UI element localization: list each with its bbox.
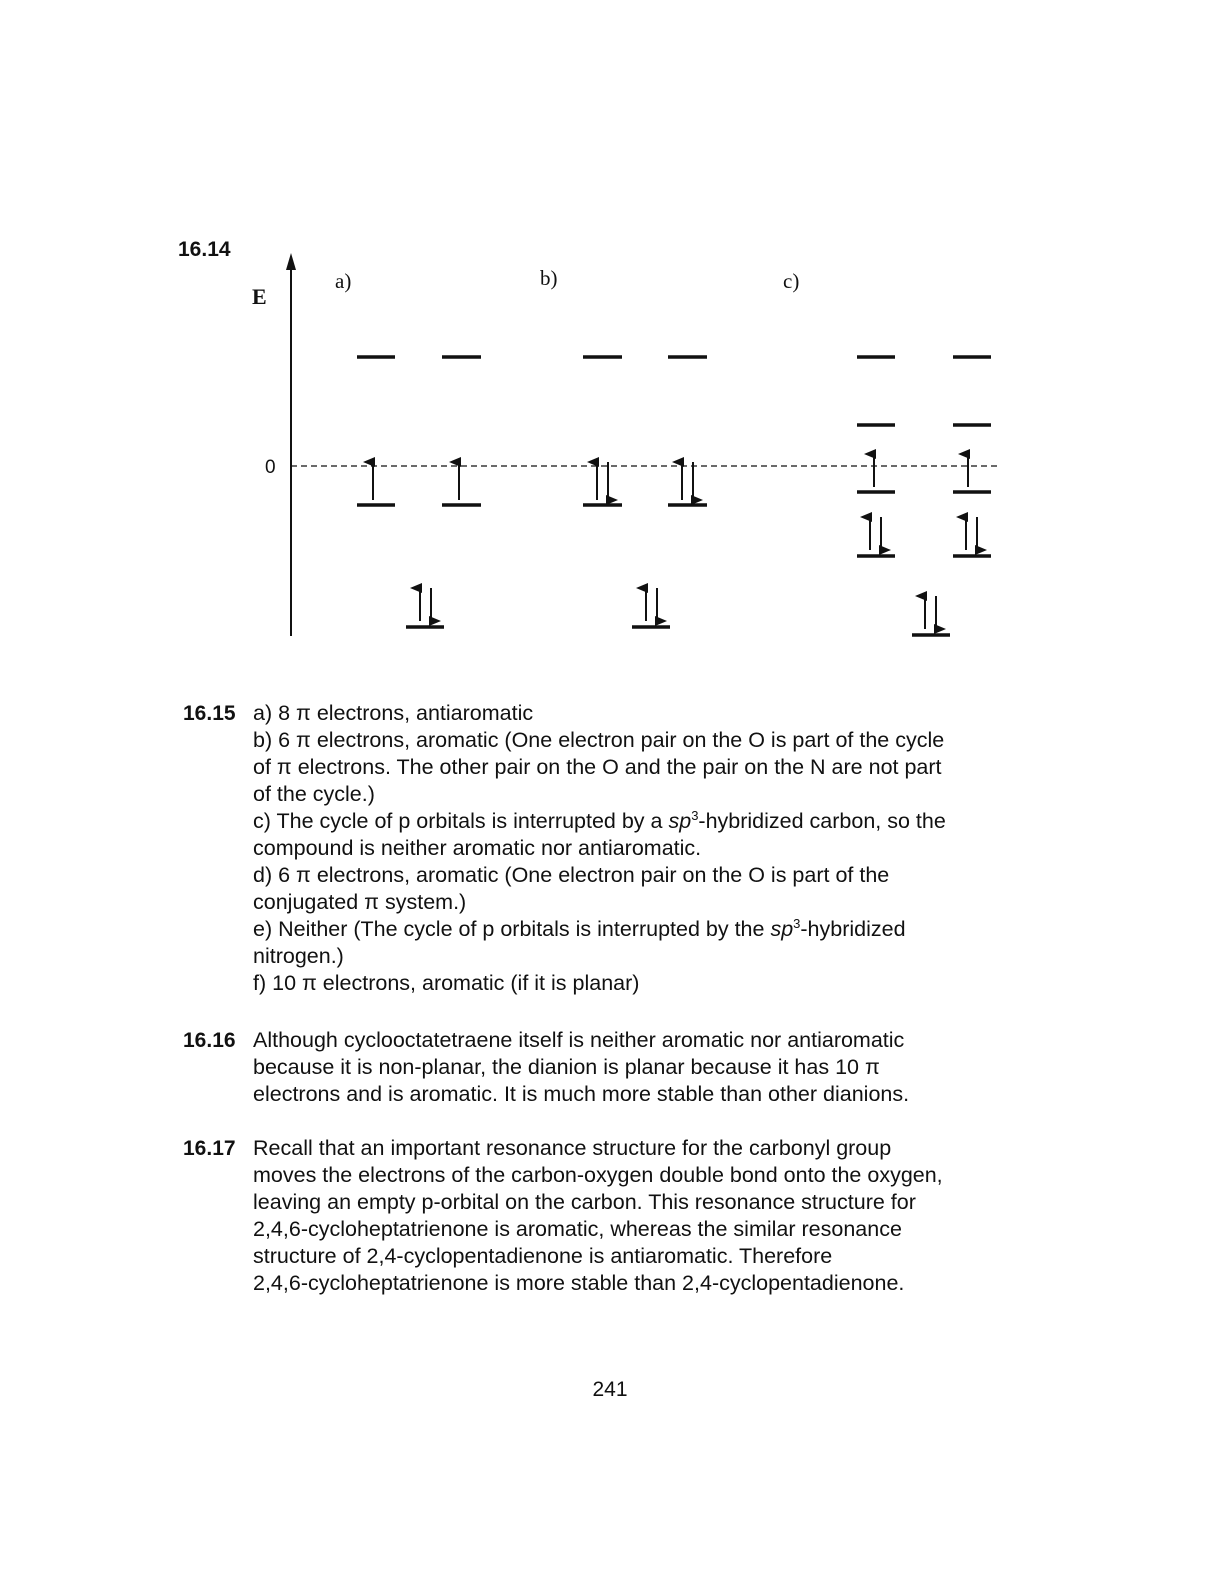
answer-line: b) 6 π electrons, aromatic (One electron pair on the O is part of the cycle [253, 728, 945, 752]
answer-16-16 [253, 1027, 909, 1108]
energy-axis-label: E [252, 284, 267, 309]
answer-line: 2,4,6-cycloheptatrienone is more stable than 2,4-cyclopentadienone. [253, 1271, 905, 1295]
answer-line: 2,4,6-cycloheptatrienone is aromatic, whereas the similar resonance [253, 1217, 902, 1241]
answer-line: conjugated π system.) [253, 890, 467, 914]
answer-line: of the cycle.) [253, 782, 375, 806]
panel-label-b: b) [540, 266, 558, 290]
problem-number-16-17: 16.17 [183, 1137, 236, 1160]
answer-line: electrons and is aromatic. It is much more stable than other dianions. [253, 1082, 910, 1106]
problem-number-16-15: 16.15 [183, 702, 236, 725]
answer-line: a) 8 π electrons, antiaromatic [253, 701, 534, 725]
answer-line: structure of 2,4-cyclopentadienone is antiaromatic. Therefore [253, 1244, 833, 1268]
answer-line: compound is neither aromatic nor antiaromatic. [253, 836, 702, 860]
page-number: 241 [592, 1378, 628, 1401]
answer-16-17 [253, 1135, 943, 1297]
answer-line: of π electrons. The other pair on the O and the pair on the N are not part [253, 755, 942, 779]
energy-level-diagram [0, 0, 1220, 680]
answer-line: d) 6 π electrons, aromatic (One electron pair on the O is part of the [253, 863, 890, 887]
answer-line: f) 10 π electrons, aromatic (if it is planar) [253, 971, 640, 995]
energy-axis [286, 253, 296, 636]
answer-line: Although cyclooctatetraene itself is neither aromatic nor antiaromatic [253, 1028, 905, 1052]
panel-label-c: c) [783, 269, 800, 293]
answer-line: Recall that an important resonance structure for the carbonyl group [253, 1136, 892, 1160]
answer-line: because it is non-planar, the dianion is planar because it has 10 π [253, 1055, 880, 1079]
panel-label-a: a) [335, 269, 352, 293]
problem-number-16-16: 16.16 [183, 1029, 236, 1052]
answer-line-sp3: c) The cycle of p orbitals is interrupted by a $sp^3$-hybridized carbon, so the [253, 808, 946, 833]
answer-line: moves the electrons of the carbon-oxygen double bond onto the oxygen, [253, 1163, 943, 1187]
answer-line: nitrogen.) [253, 944, 344, 968]
problem-number-16-14: 16.14 [178, 238, 231, 261]
answer-16-15 [253, 700, 946, 997]
zero-label: 0 [265, 457, 276, 478]
answer-line-sp3: e) Neither (The cycle of p orbitals is interrupted by the $sp^3$-hybridized [253, 916, 906, 941]
answer-line: leaving an empty p-orbital on the carbon. This resonance structure for [253, 1190, 916, 1214]
